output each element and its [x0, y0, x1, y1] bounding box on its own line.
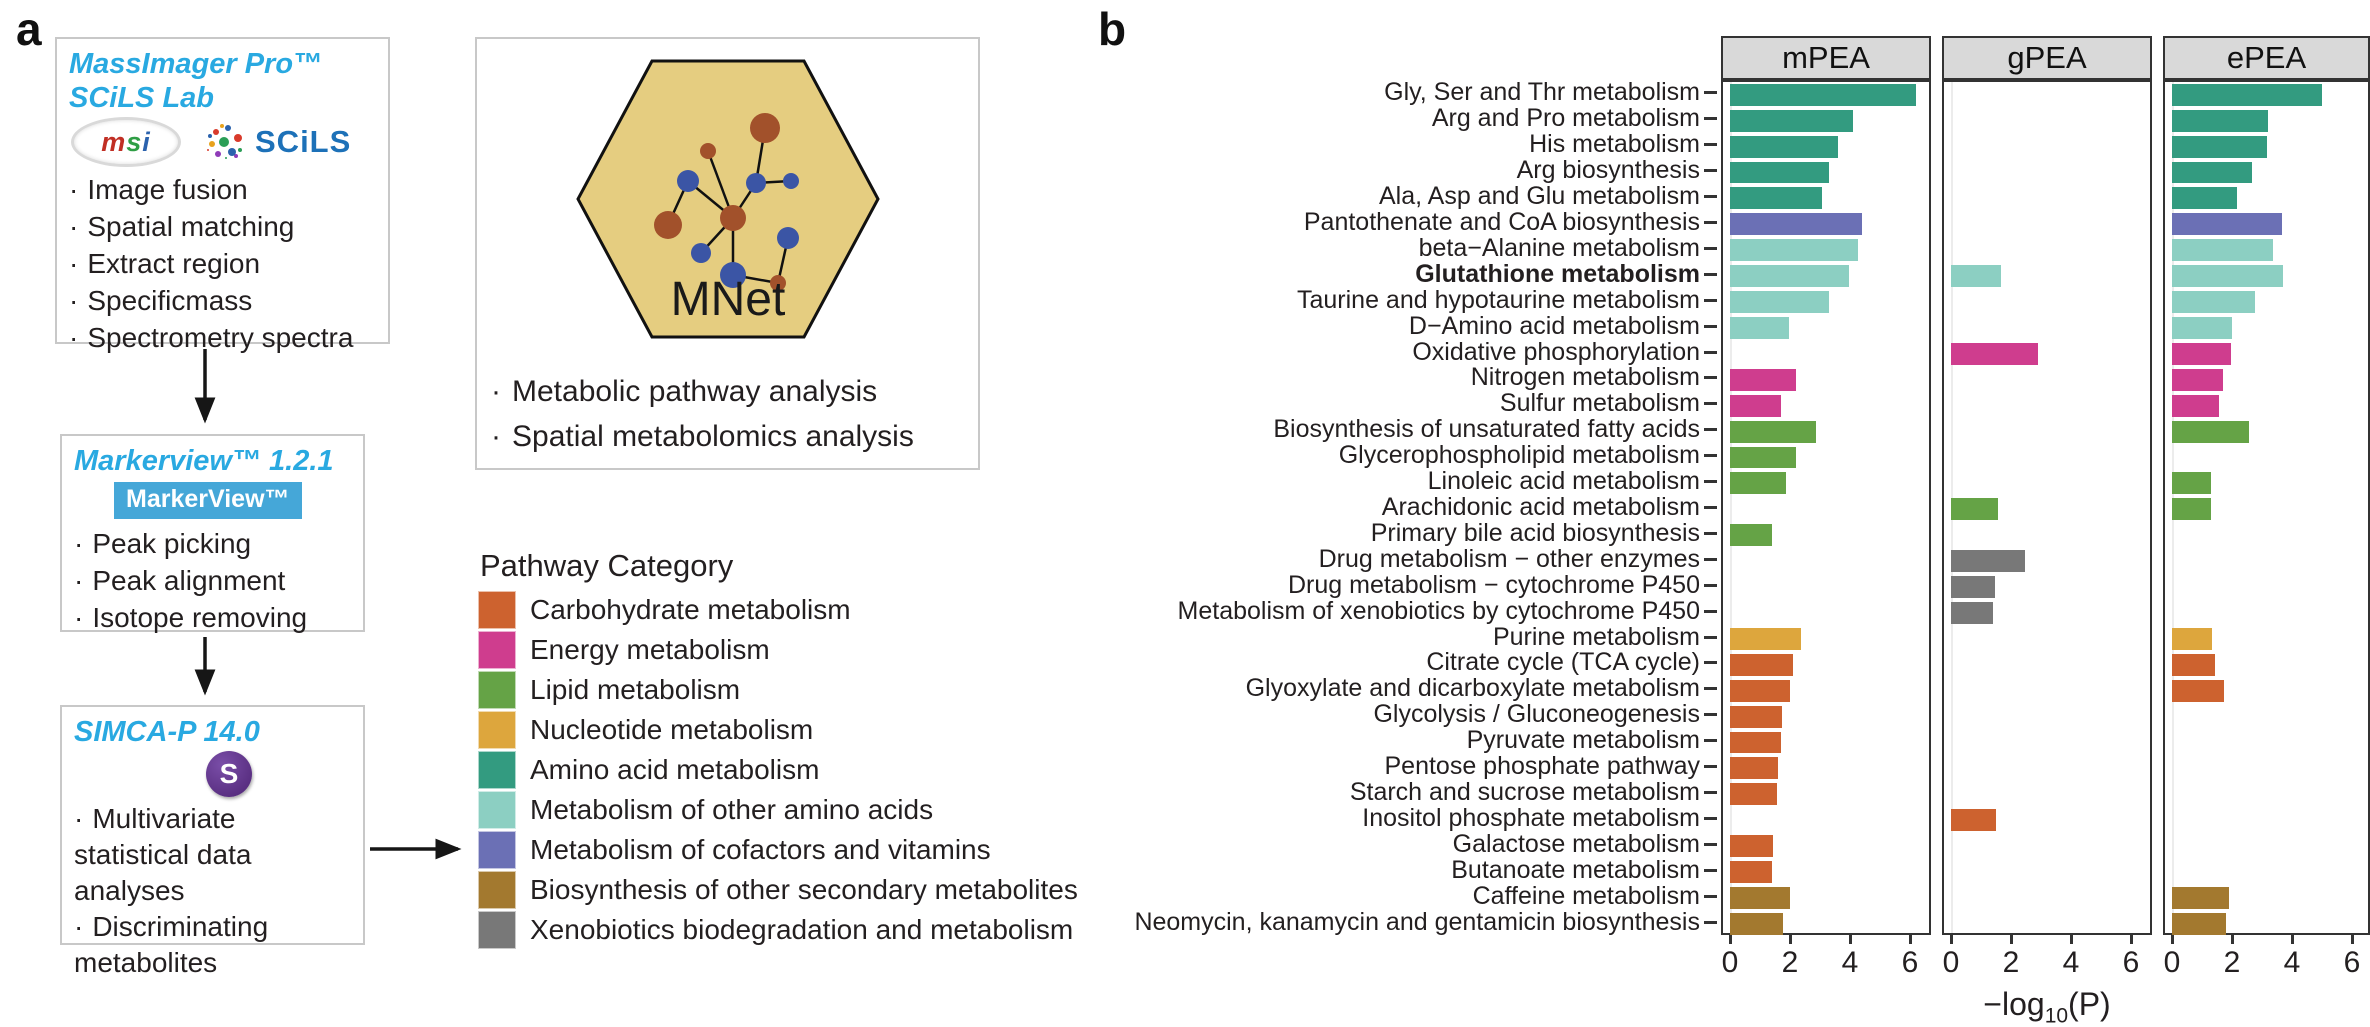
y-axis-tick — [1704, 921, 1717, 924]
pathway-label: Glycerophospholipid metabolism — [1338, 441, 1700, 470]
pathway-label: His metabolism — [1529, 130, 1700, 159]
legend-item — [478, 830, 1078, 870]
x-axis-tick-label: 4 — [2283, 946, 2301, 979]
y-axis-tick — [1704, 584, 1717, 587]
bar-mPEA — [1730, 913, 1783, 935]
y-axis-tick — [1704, 402, 1717, 405]
list-item: · Spatial metabolomics analysis — [491, 414, 914, 459]
pathway-label: Glyoxylate and dicarboxylate metabolism — [1245, 674, 1700, 703]
bar-gPEA — [1951, 602, 1993, 624]
x-axis-tick — [1849, 935, 1852, 944]
bar-ePEA — [2172, 680, 2224, 702]
legend-item — [478, 790, 1078, 830]
y-axis-tick — [1704, 351, 1717, 354]
facet-header-gPEA: gPEA — [1942, 36, 2152, 80]
bar-mPEA — [1730, 291, 1829, 313]
y-axis-tick — [1704, 636, 1717, 639]
y-axis-tick — [1704, 687, 1717, 690]
pathway-category-legend — [478, 590, 1078, 950]
x-axis-tick-label: 6 — [2343, 946, 2361, 979]
mnet-feature-list — [491, 369, 914, 459]
y-axis-tick — [1704, 221, 1717, 224]
pathway-label: Arachidonic acid metabolism — [1381, 492, 1700, 521]
x-axis-tick — [1789, 935, 1792, 944]
pathway-label: beta−Alanine metabolism — [1418, 233, 1700, 262]
step1-logos — [71, 117, 376, 167]
pathway-enrichment-chart — [1100, 0, 2370, 1027]
facet-panel-mPEA — [1721, 80, 1931, 935]
bar-mPEA — [1730, 835, 1773, 857]
pathway-label: Caffeine metabolism — [1472, 881, 1700, 910]
step1-title-line2: SCiLS Lab — [69, 82, 215, 114]
step1-feature-list — [69, 171, 376, 356]
pathway-label: Pantothenate and CoA biosynthesis — [1303, 207, 1700, 236]
bar-ePEA — [2172, 343, 2231, 365]
bar-mPEA — [1730, 317, 1789, 339]
pathway-label: Gly, Ser and Thr metabolism — [1384, 78, 1700, 107]
pathway-label: Nitrogen metabolism — [1470, 363, 1700, 392]
pathway-label: Drug metabolism − other enzymes — [1318, 544, 1700, 573]
x-axis-tick — [1729, 935, 1732, 944]
step2-feature-list — [74, 525, 351, 636]
mnet-hex-label: MNet — [670, 273, 786, 326]
list-item: · Peak alignment — [74, 562, 351, 599]
bar-gPEA — [1951, 550, 2025, 572]
y-axis-tick — [1704, 661, 1717, 664]
legend-item — [478, 910, 1078, 950]
zero-gridline — [1730, 82, 1732, 933]
bar-gPEA — [1951, 809, 1996, 831]
x-axis-tick-label: 4 — [1841, 946, 1859, 979]
y-axis-tick — [1704, 91, 1717, 94]
markerview-badge: MarkerView™ — [114, 482, 302, 519]
scils-logo-text: SCiLS — [255, 124, 352, 159]
bar-ePEA — [2172, 498, 2211, 520]
legend-swatch-nucleotide — [478, 711, 516, 749]
bar-mPEA — [1730, 861, 1772, 883]
pathway-label: Ala, Asp and Glu metabolism — [1379, 182, 1700, 211]
x-axis-tick — [2010, 935, 2013, 944]
x-axis-tick — [2351, 935, 2354, 944]
pathway-label: Oxidative phosphorylation — [1412, 337, 1700, 366]
bar-mPEA — [1730, 628, 1801, 650]
scils-dots-icon — [219, 137, 229, 147]
legend-title: Pathway Category — [480, 548, 734, 583]
legend-swatch-amino_acid — [478, 751, 516, 789]
step2-title: Markerview™ 1.2.1 — [74, 445, 334, 477]
facet-panel-gPEA — [1942, 80, 2152, 935]
bar-ePEA — [2172, 213, 2282, 235]
list-item: · Discriminating metabolites — [74, 909, 351, 981]
list-item: · Image fusion — [69, 171, 376, 208]
legend-label: Carbohydrate metabolism — [530, 594, 851, 625]
pathway-label: Pyruvate metabolism — [1466, 726, 1700, 755]
workflow-step2-box — [60, 434, 365, 632]
pathway-label: Glycolysis / Gluconeogenesis — [1373, 700, 1700, 729]
x-axis-title-subscript: 10 — [2044, 1004, 2069, 1027]
bar-gPEA — [1951, 498, 1998, 520]
msi-letter-i: i — [142, 126, 151, 157]
bar-ePEA — [2172, 136, 2267, 158]
legend-label: Energy metabolism — [530, 634, 770, 665]
x-axis-tick — [1909, 935, 1912, 944]
legend-item — [478, 750, 1078, 790]
legend-label: Nucleotide metabolism — [530, 714, 814, 745]
bar-ePEA — [2172, 913, 2226, 935]
bar-mPEA — [1730, 472, 1786, 494]
x-axis-tick-label: 0 — [1721, 946, 1739, 979]
bar-mPEA — [1730, 369, 1796, 391]
x-axis-tick — [2070, 935, 2073, 944]
facet-header-ePEA: ePEA — [2163, 36, 2370, 80]
bar-ePEA — [2172, 369, 2223, 391]
legend-label: Metabolism of cofactors and vitamins — [530, 834, 991, 865]
y-axis-tick — [1704, 480, 1717, 483]
bar-ePEA — [2172, 395, 2219, 417]
pathway-label: Primary bile acid biosynthesis — [1370, 518, 1700, 547]
pathway-label: Taurine and hypotaurine metabolism — [1296, 285, 1700, 314]
list-item: · Isotope removing — [74, 599, 351, 636]
bar-ePEA — [2172, 628, 2212, 650]
bar-ePEA — [2172, 421, 2249, 443]
legend-swatch-secondary_metabolites — [478, 871, 516, 909]
y-axis-tick — [1704, 376, 1717, 379]
bar-mPEA — [1730, 265, 1849, 287]
y-axis-tick — [1704, 299, 1717, 302]
list-item: · Extract region — [69, 245, 376, 282]
step1-title-line1: MassImager Pro™ — [69, 48, 323, 80]
list-item: · Peak picking — [74, 525, 351, 562]
y-axis-tick — [1704, 869, 1717, 872]
legend-swatch-xenobiotics — [478, 911, 516, 949]
legend-label: Metabolism of other amino acids — [530, 794, 934, 825]
bar-mPEA — [1730, 887, 1790, 909]
pathway-label: Starch and sucrose metabolism — [1349, 777, 1700, 806]
workflow-step3-box — [60, 705, 365, 978]
list-item: · Specificmass — [69, 282, 376, 319]
msi-logo-icon — [71, 117, 181, 167]
bar-ePEA — [2172, 162, 2252, 184]
bar-gPEA — [1951, 265, 2001, 287]
legend-label: Amino acid metabolism — [530, 754, 820, 785]
list-item: · Spatial matching — [69, 208, 376, 245]
bar-gPEA — [1951, 576, 1995, 598]
legend-label: Lipid metabolism — [530, 674, 741, 705]
pathway-label: Neomycin, kanamycin and gentamicin biosynthesis — [1134, 907, 1700, 936]
y-axis-tick — [1704, 532, 1717, 535]
y-axis-tick — [1704, 739, 1717, 742]
x-axis-title-prefix: −log — [1983, 986, 2045, 1022]
bar-mPEA — [1730, 732, 1781, 754]
msi-letter-s: s — [126, 126, 143, 157]
legend-item — [478, 870, 1078, 910]
x-axis-tick-label: 2 — [2223, 946, 2241, 979]
bar-ePEA — [2172, 472, 2211, 494]
facet-panel-ePEA — [2163, 80, 2370, 935]
y-axis-tick — [1704, 169, 1717, 172]
legend-item — [478, 630, 1078, 670]
bar-mPEA — [1730, 421, 1816, 443]
mnet-box — [475, 37, 980, 470]
bar-mPEA — [1730, 110, 1853, 132]
pathway-label: Sulfur metabolism — [1499, 389, 1700, 418]
legend-swatch-lipid — [478, 671, 516, 709]
panel-a-label: a — [16, 3, 42, 55]
y-axis-tick — [1704, 558, 1717, 561]
bar-mPEA — [1730, 757, 1778, 779]
bar-mPEA — [1730, 680, 1790, 702]
bar-ePEA — [2172, 265, 2283, 287]
pathway-label: Glutathione metabolism — [1415, 259, 1700, 288]
bar-mPEA — [1730, 783, 1777, 805]
x-axis-title-suffix: (P) — [2068, 986, 2111, 1022]
y-axis-tick — [1704, 428, 1717, 431]
list-item: · Spectrometry spectra — [69, 319, 376, 356]
pathway-label: Metabolism of xenobiotics by cytochrome P450 — [1177, 596, 1700, 625]
msi-letter-m: m — [101, 126, 127, 157]
y-axis-tick — [1704, 273, 1717, 276]
bar-ePEA — [2172, 84, 2322, 106]
bar-mPEA — [1730, 706, 1782, 728]
bar-gPEA — [1951, 343, 2038, 365]
x-axis-tick — [2291, 935, 2294, 944]
bar-mPEA — [1730, 213, 1862, 235]
bar-mPEA — [1730, 84, 1916, 106]
x-axis-tick-label: 4 — [2062, 946, 2080, 979]
bar-ePEA — [2172, 291, 2255, 313]
list-item: · Metabolic pathway analysis — [491, 369, 914, 414]
y-axis-tick — [1704, 195, 1717, 198]
legend-swatch-cofactors_vitamins — [478, 831, 516, 869]
step3-title: SIMCA-P 14.0 — [74, 716, 260, 748]
y-axis-tick — [1704, 843, 1717, 846]
pathway-label: D−Amino acid metabolism — [1408, 311, 1700, 340]
x-axis-tick-label: 0 — [1942, 946, 1960, 979]
pathway-label: Arg and Pro metabolism — [1431, 104, 1700, 133]
legend-item — [478, 710, 1078, 750]
legend-swatch-other_amino_acids — [478, 791, 516, 829]
x-axis-tick — [2130, 935, 2133, 944]
pathway-label: Butanoate metabolism — [1451, 855, 1700, 884]
legend-item — [478, 670, 1078, 710]
panel-b-label: b — [1098, 3, 1127, 55]
bar-mPEA — [1730, 136, 1838, 158]
pathway-label: Citrate cycle (TCA cycle) — [1426, 648, 1700, 677]
x-axis-tick-label: 0 — [2163, 946, 2181, 979]
y-axis-tick — [1704, 713, 1717, 716]
bar-ePEA — [2172, 317, 2232, 339]
mnet-hexagon-icon — [573, 53, 883, 345]
x-axis-tick — [1950, 935, 1953, 944]
legend-label: Xenobiotics biodegradation and metabolism — [530, 914, 1074, 945]
y-axis-tick — [1704, 506, 1717, 509]
x-axis-tick — [2171, 935, 2174, 944]
bar-mPEA — [1730, 239, 1858, 261]
list-item: · Multivariate statistical data analyses — [74, 801, 351, 909]
bar-mPEA — [1730, 654, 1793, 676]
step3-feature-list — [74, 801, 351, 981]
x-axis-tick-label: 6 — [1901, 946, 1919, 979]
pathway-label: Drug metabolism − cytochrome P450 — [1288, 570, 1700, 599]
y-axis-tick — [1704, 143, 1717, 146]
legend-item — [478, 590, 1078, 630]
pathway-label: Inositol phosphate metabolism — [1362, 803, 1700, 832]
pathway-label: Purine metabolism — [1492, 622, 1700, 651]
facet-header-mPEA: mPEA — [1721, 36, 1931, 80]
bar-mPEA — [1730, 162, 1829, 184]
scils-logo — [203, 121, 351, 163]
y-axis-tick — [1704, 610, 1717, 613]
bar-mPEA — [1730, 447, 1796, 469]
pathway-label: Linoleic acid metabolism — [1427, 467, 1700, 496]
bar-mPEA — [1730, 395, 1781, 417]
y-axis-tick — [1704, 895, 1717, 898]
x-axis-tick — [2231, 935, 2234, 944]
x-axis-title — [1942, 986, 2152, 1027]
y-axis-tick — [1704, 765, 1717, 768]
legend-label: Biosynthesis of other secondary metabolites — [530, 874, 1078, 905]
bar-ePEA — [2172, 187, 2237, 209]
x-axis-tick-label: 6 — [2122, 946, 2140, 979]
pathway-label: Arg biosynthesis — [1516, 156, 1700, 185]
pathway-label: Pentose phosphate pathway — [1384, 752, 1700, 781]
y-axis-tick — [1704, 325, 1717, 328]
bar-mPEA — [1730, 524, 1772, 546]
workflow-step1-box — [55, 37, 390, 353]
y-axis-tick — [1704, 817, 1717, 820]
y-axis-tick — [1704, 117, 1717, 120]
y-axis-tick — [1704, 454, 1717, 457]
bar-mPEA — [1730, 187, 1822, 209]
x-axis-tick-label: 2 — [1781, 946, 1799, 979]
y-axis-tick — [1704, 791, 1717, 794]
legend-swatch-carbohydrate — [478, 591, 516, 629]
x-axis-tick-label: 2 — [2002, 946, 2020, 979]
bar-ePEA — [2172, 887, 2229, 909]
bar-ePEA — [2172, 239, 2273, 261]
simca-s-logo-icon: S — [206, 751, 252, 797]
bar-ePEA — [2172, 654, 2215, 676]
legend-swatch-energy — [478, 631, 516, 669]
pathway-label: Biosynthesis of unsaturated fatty acids — [1273, 415, 1700, 444]
pathway-label: Galactose metabolism — [1452, 829, 1700, 858]
y-axis-tick — [1704, 247, 1717, 250]
bar-ePEA — [2172, 110, 2268, 132]
